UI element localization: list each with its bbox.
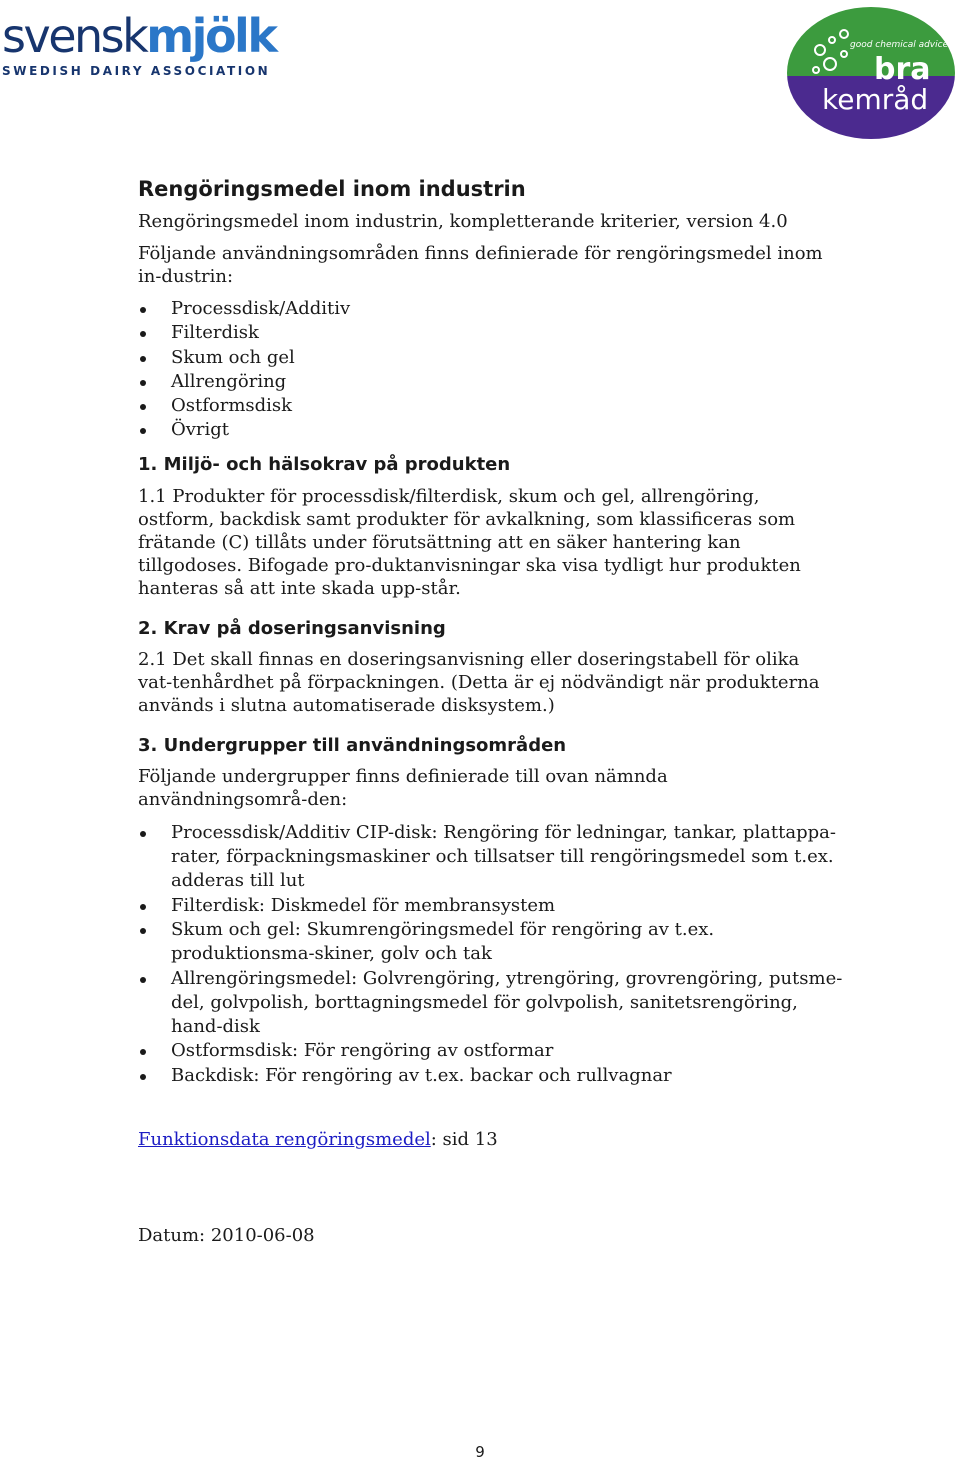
bra-kemrad-tagline: good chemical advice — [850, 40, 949, 50]
document-date: Datum: 2010-06-08 — [138, 1225, 315, 1247]
list-item: Övrigt — [138, 418, 858, 442]
list-item: Backdisk: För rengöring av t.ex. backar och rullvagnar — [138, 1064, 843, 1088]
logo-tagline: SWEDISH DAIRY ASSOCIATION — [2, 64, 271, 78]
logo-text-svensk: svensk — [2, 9, 147, 63]
section-3-intro: Följande undergrupper finns definierade till ovan nämnda användningsområ-den: — [138, 765, 668, 810]
document-subtitle: Rengöringsmedel inom industrin, kompletterande kriterier, version 4.0 — [138, 211, 788, 232]
list-item: Ostformsdisk — [138, 394, 858, 418]
list-item: Skum och gel — [138, 346, 858, 370]
section-1-heading: 1. Miljö- och hälsokrav på produkten — [138, 453, 511, 475]
page-number: 9 — [475, 1443, 485, 1461]
svensk-mjolk-logo — [0, 8, 280, 80]
list-item: Filterdisk: Diskmedel för membransystem — [138, 894, 843, 918]
areas-intro: Följande användningsområden finns definierade för rengöringsmedel inom in-dustrin: — [138, 243, 823, 287]
bra-kemrad-logo — [786, 6, 956, 140]
logo-text-mjolk: mjölk — [146, 9, 276, 63]
bra-kemrad-kemrad: kemråd — [822, 83, 929, 116]
subgroups-list — [138, 821, 843, 1088]
svensk-mjolk-wordmark — [2, 8, 275, 64]
list-item: Ostformsdisk: För rengöring av ostformar — [138, 1039, 843, 1063]
bra-kemrad-bra: bra — [874, 52, 931, 87]
list-item: Allrengöringsmedel: Golvrengöring, ytrengöring, grovrengöring, putsme-del, golvpolish, borttagningsmedel för golvpolish, sanitetsrengöring, hand-disk — [138, 967, 843, 1040]
section-2-text: 2.1 Det skall finnas en doseringsanvisning eller doseringstabell för olika vat-tenhårdhet på förpackningen. (Detta är ej nödvändigt när produkterna används i slutna automatiserade disksystem.) — [138, 648, 820, 716]
section-3-heading: 3. Undergrupper till användningsområden — [138, 734, 567, 756]
areas-list — [138, 297, 858, 443]
section-2-heading: 2. Krav på doseringsanvisning — [138, 617, 446, 639]
list-item: Skum och gel: Skumrengöringsmedel för rengöring av t.ex. produktionsma-skiner, golv och tak — [138, 918, 843, 967]
funktionsdata-link[interactable]: Funktionsdata rengöringsmedel — [138, 1129, 431, 1151]
list-item: Filterdisk — [138, 321, 858, 345]
reference-line — [138, 1128, 858, 1151]
document-title: Rengöringsmedel inom industrin — [138, 177, 526, 201]
reference-page: : sid 13 — [430, 1129, 498, 1151]
document-body — [138, 172, 858, 1247]
list-item: Allrengöring — [138, 370, 858, 394]
section-1-text: 1.1 Produkter för processdisk/filterdisk, skum och gel, allrengöring, ostform, backdisk samt produkter för avkalkning, som klassificeras som frätande (C) tillåts under förutsättning att en säker hantering kan tillgodoses. Bifogade pro-duktanvisningar ska visa tydligt hur produkten hanteras så att inte skada upp-står. — [138, 485, 801, 599]
list-item: Processdisk/Additiv CIP-disk: Rengöring för ledningar, tankar, plattappa-rater, förpackningsmaskiner och tillsatser till rengöringsmedel som t.ex. adderas till lut — [138, 821, 843, 894]
list-item: Processdisk/Additiv — [138, 297, 858, 321]
